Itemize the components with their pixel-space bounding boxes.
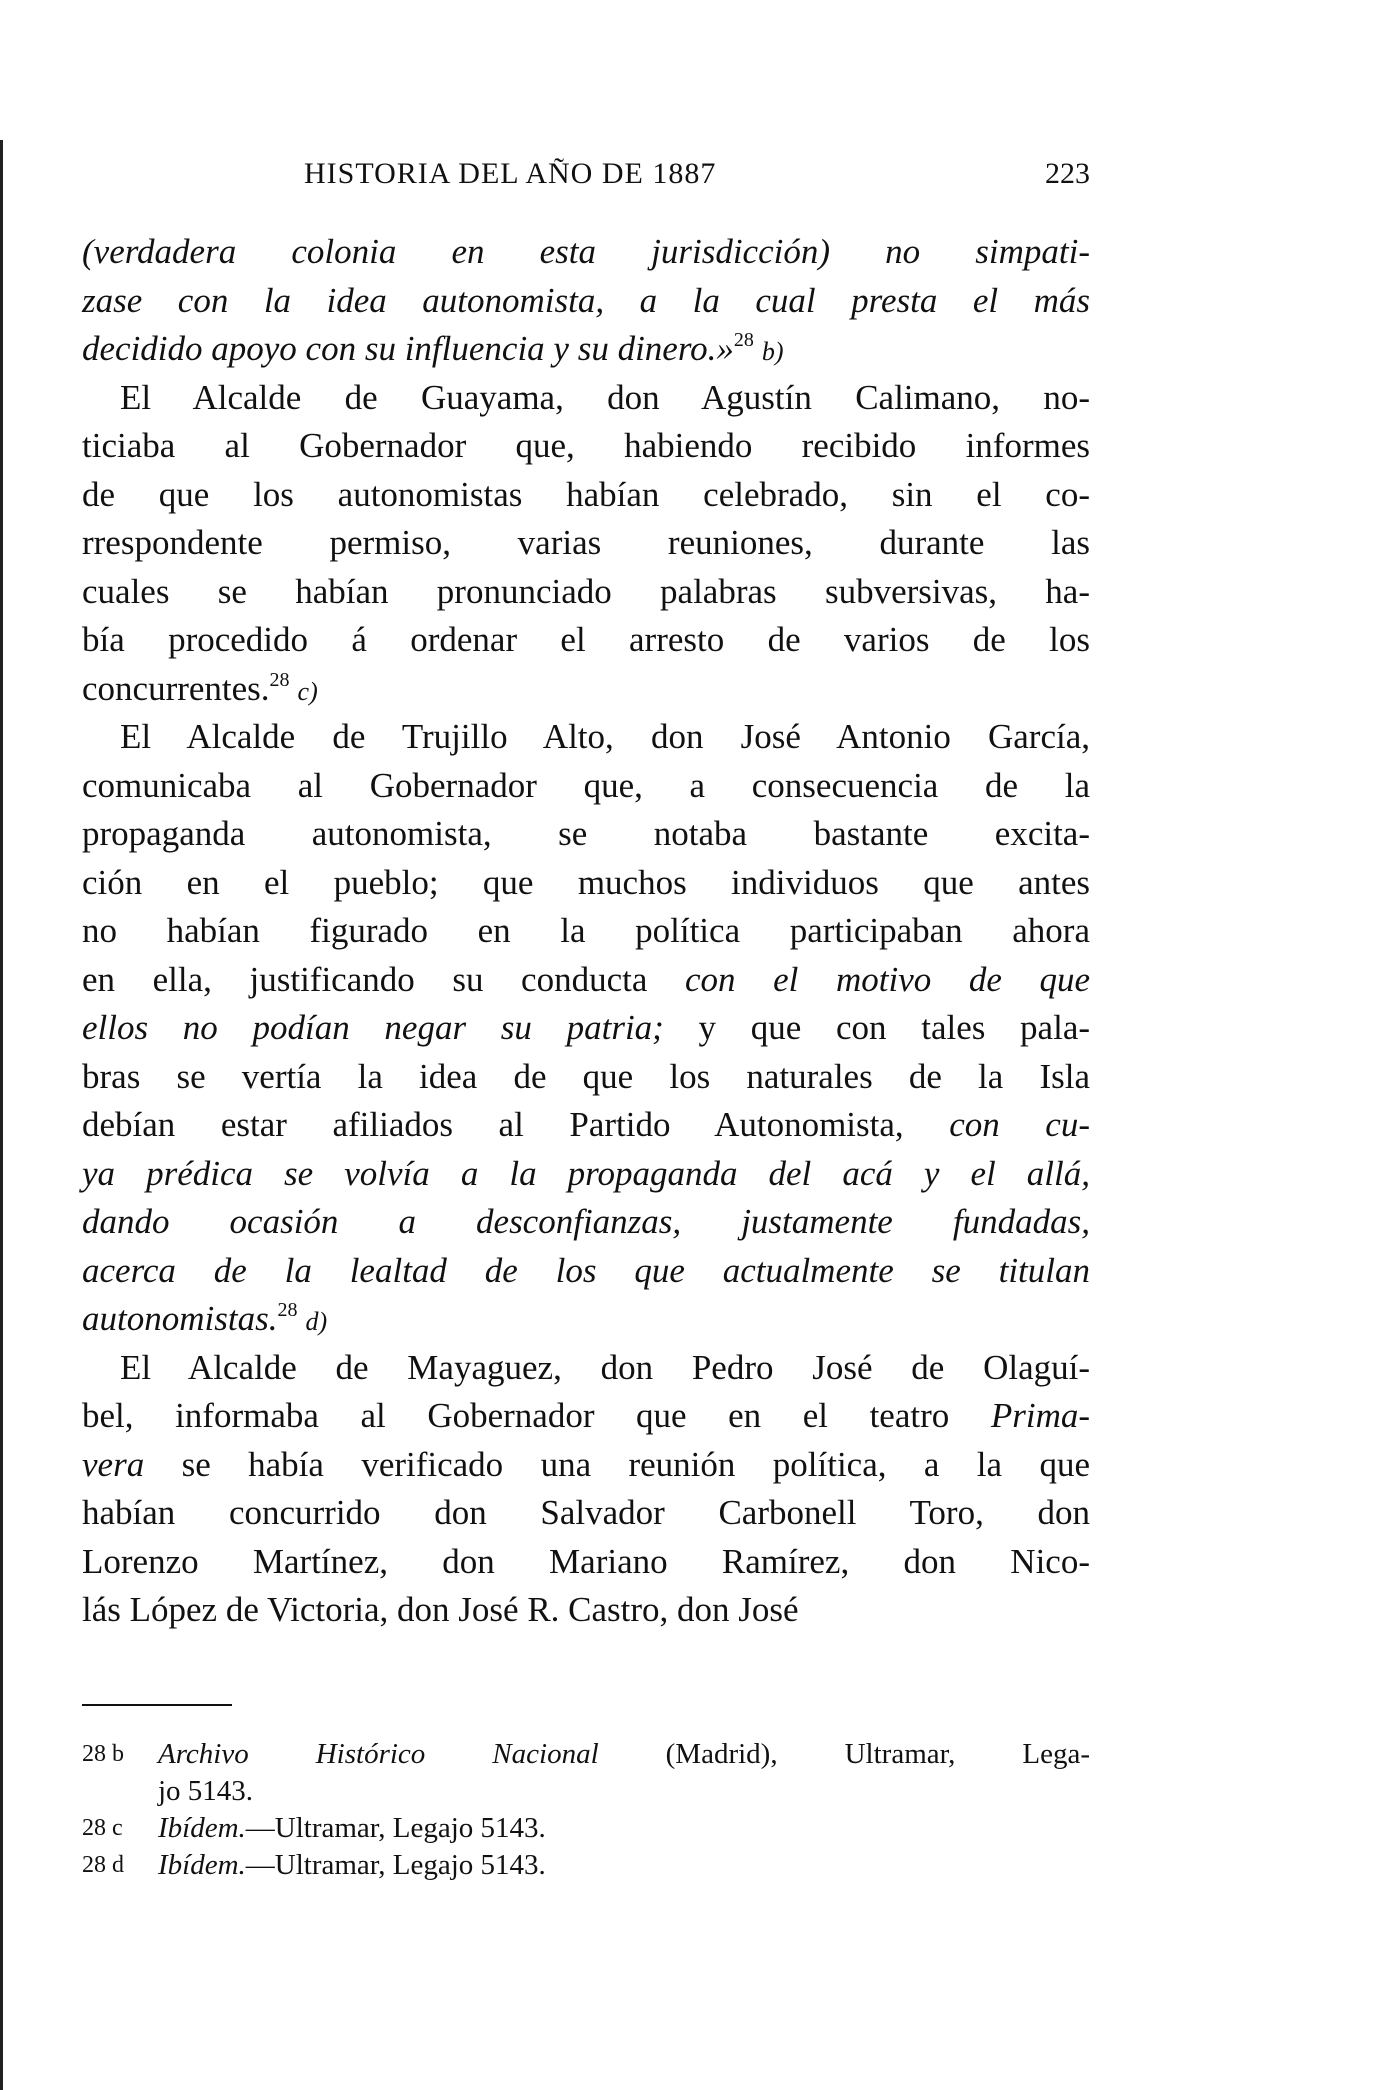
text-line <box>82 325 1090 374</box>
text-run: El Alcalde de Mayaguez, don Pedro José de Olaguí- <box>120 1347 1090 1387</box>
text-run: propaganda autonomista, se notaba bastante excita- <box>82 814 1090 853</box>
text-line <box>82 762 1090 811</box>
italic-text: acerca de la lealtad de los que actualmente se titulan <box>82 1250 1090 1290</box>
text-line <box>82 1489 1090 1538</box>
footnote-number: 28 c <box>82 1815 123 1841</box>
scan-edge-shadow <box>0 140 3 2090</box>
text-run: (Madrid), Ultramar, Lega- <box>598 1738 1090 1770</box>
italic-text: con cu- <box>949 1105 1090 1144</box>
italic-text: ya prédica se volvía a la propaganda del acá y el allá, <box>82 1153 1090 1193</box>
paragraph <box>82 228 1090 374</box>
text-line <box>82 713 1090 762</box>
text-run: bras se vertía la idea de que los naturales de la Isla <box>82 1056 1090 1096</box>
text-line <box>82 616 1090 665</box>
text-run: habían concurrido don Salvador Carbonell Toro, don <box>82 1493 1090 1532</box>
text-run: —Ultramar, Legajo 5143. <box>245 1812 546 1844</box>
text-line <box>82 1441 1090 1490</box>
main-text <box>82 228 1090 1635</box>
text-line <box>82 1053 1090 1102</box>
text-line <box>82 1295 1090 1344</box>
text-line <box>82 1198 1090 1247</box>
footnote-number: 28 d <box>82 1852 124 1878</box>
text-line <box>82 568 1090 617</box>
italic-text: vera <box>82 1444 145 1484</box>
italic-text: (verdadera colonia en esta jurisdicción) no simpati- <box>82 232 1090 271</box>
footnote-line <box>158 1773 1090 1810</box>
text-run: se había verificado una reunión política, a la que <box>144 1444 1090 1484</box>
footnote-marker: 28 <box>733 329 754 351</box>
text-run: cuales se habían pronunciado palabras subversivas, ha- <box>82 571 1090 611</box>
text-run: debían estar afiliados al Partido Autonomista, <box>82 1105 950 1144</box>
text-run: ción en el pueblo; que muchos individuos que antes <box>82 862 1090 902</box>
footnote <box>82 1736 1090 1810</box>
italic-text: Ibídem. <box>158 1812 246 1844</box>
text-run: bía procedido á ordenar el arresto de varios de los <box>82 620 1090 659</box>
italic-text: con el motivo de que <box>684 959 1090 999</box>
text-run: El Alcalde de Trujillo Alto, don José Antonio García, <box>120 717 1090 756</box>
italic-text: Ibídem. <box>158 1849 246 1881</box>
text-line <box>82 1344 1090 1393</box>
text-line <box>82 859 1090 908</box>
footnote-ref-letter: d) <box>305 1307 328 1336</box>
footnote-ref-letter: b) <box>761 337 784 366</box>
italic-text: autonomistas. <box>82 1299 278 1338</box>
footnotes <box>82 1736 1090 1884</box>
italic-text: decidido apoyo con su influencia y su dinero.» <box>82 329 734 368</box>
footnote-line <box>158 1847 1090 1884</box>
text-run: jo 5143. <box>158 1775 254 1807</box>
footnote <box>82 1847 1090 1884</box>
text-run: y que con tales pala- <box>663 1008 1091 1047</box>
text-run: en ella, justificando su conducta <box>82 959 685 999</box>
text-line <box>82 228 1090 277</box>
text-line <box>82 665 1090 714</box>
italic-text: dando ocasión a desconfianzas, justamente fundadas, <box>82 1202 1090 1241</box>
text-line <box>82 810 1090 859</box>
text-line <box>82 1586 1090 1635</box>
italic-text: ellos no podían negar su patria; <box>82 1008 664 1047</box>
text-line <box>82 1392 1090 1441</box>
text-line <box>82 907 1090 956</box>
footnote <box>82 1810 1090 1847</box>
footnote-line <box>158 1810 1090 1847</box>
text-line <box>82 956 1090 1005</box>
text-run: comunicaba al Gobernador que, a consecuencia de la <box>82 765 1090 805</box>
paragraph <box>82 1344 1090 1635</box>
text-line <box>82 277 1090 326</box>
footnote-line <box>158 1736 1090 1773</box>
italic-text: Prima- <box>990 1396 1090 1435</box>
text-run: concurrentes. <box>82 668 270 708</box>
paragraph <box>82 713 1090 1344</box>
italic-text: zase con la idea autonomista, a la cual presta el más <box>82 280 1090 320</box>
text-line <box>82 1247 1090 1296</box>
text-run: —Ultramar, Legajo 5143. <box>245 1849 546 1881</box>
text-run: ticiaba al Gobernador que, habiendo recibido informes <box>82 426 1090 465</box>
italic-text: Archivo Histórico Nacional <box>158 1738 599 1770</box>
text-run: Lorenzo Martínez, don Mariano Ramírez, don Nico- <box>82 1541 1090 1581</box>
text-line <box>82 1004 1090 1053</box>
text-line <box>82 519 1090 568</box>
footnote-number: 28 b <box>82 1741 124 1767</box>
text-line <box>82 422 1090 471</box>
footnote-marker: 28 <box>277 1299 298 1321</box>
text-run: El Alcalde de Guayama, don Agustín Calimano, no- <box>120 377 1090 417</box>
text-run: de que los autonomistas habían celebrado, sin el co- <box>82 474 1090 514</box>
page-number: 223 <box>1045 157 1090 190</box>
footnote-ref-letter: c) <box>297 676 318 706</box>
text-line <box>82 374 1090 423</box>
text-run: lás López de Victoria, don José R. Castro, don José <box>82 1590 799 1629</box>
text-line <box>82 1538 1090 1587</box>
text-run: no habían figurado en la política participaban ahora <box>82 911 1090 950</box>
footnote-marker: 28 <box>269 668 290 691</box>
text-line <box>82 1150 1090 1199</box>
footnote-rule <box>82 1704 232 1706</box>
text-line <box>82 471 1090 520</box>
text-run: rrespondente permiso, varias reuniones, durante las <box>82 523 1090 562</box>
text-line <box>82 1101 1090 1150</box>
paragraph <box>82 374 1090 714</box>
running-header <box>304 152 1090 196</box>
text-run: bel, informaba al Gobernador que en el teatro <box>82 1396 991 1435</box>
running-title: HISTORIA DEL AÑO DE 1887 <box>304 157 717 190</box>
